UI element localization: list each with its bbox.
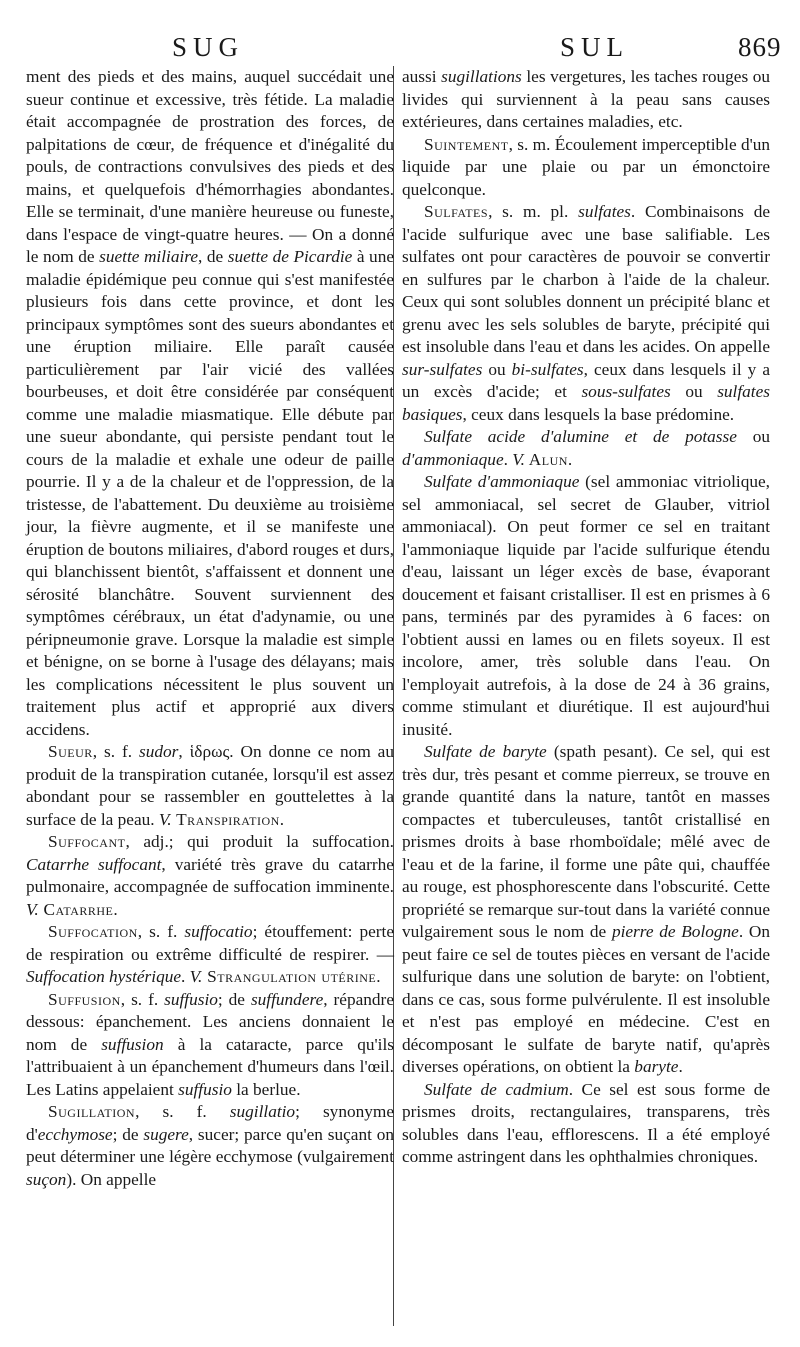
entry-suffocant: Suffocant, adj.; qui produit la suffocation. Catarrhe suffocant, variété très grave du catarrhe pulmonaire, accompagnée de suffocation imminente. V. Catarrhe. (26, 832, 394, 919)
running-title-right: SUL (560, 32, 630, 62)
headword-sueur: Sueur (48, 742, 93, 761)
sugillation-entry-continued: aussi sugillations les vergetures, les taches rouges ou livides qui surviennent à la peau sans causes extérieures, dans certaines maladies, etc. (402, 67, 770, 131)
headword-suffocation: Suffocation (48, 922, 138, 941)
entry-sugillation: Sugillation, s. f. sugillatio; synonyme d'ecchymose; de sugere, sucer; parce qu'en suçant on peut déterminer une légère ecchymose (vulgairement suçon). On appelle (26, 1102, 394, 1189)
entry-suintement: Suintement, s. m. Écoulement imperceptible d'un liquide par une plaie ou par un émonctoire quelconque. (402, 134, 770, 199)
running-title-left: SUG (172, 32, 245, 62)
entry-sulfates: Sulfates, s. m. pl. sulfates. Combinaisons de l'acide sulfurique avec une base salifiable. Les sulfates ont pour caractères de pouvoir se convertir en sulfures par le charbon à l'aide de la chaleur. Ceux qui sont solubles donnent un précipité blanc et grenu avec les sels solubles de baryte, précipité qui est insoluble dans l'eau et dans les acides. On appelle sur-sulfates ou bi-sulfates, ceux dans lesquels il y a un excès d'acide; et sous-sulfates ou sulfates basiques, ceux dans lesquels la base prédomine. (402, 202, 770, 424)
headword-suffocant: Suffocant (48, 832, 126, 851)
headword-sulfates: Sulfates (424, 202, 489, 221)
headword-suintement: Suintement (424, 134, 509, 154)
headword-sulfate-baryte: Sulfate de baryte (424, 742, 547, 761)
suette-entry-continued: ment des pieds et des mains, auquel succédait une sueur continue et excessive, très fétide. La maladie était accompagnée de prostration des forces, de palpitations de cœur, de fréquence et d'inégalité du pouls, de contractions convulsives des pieds et des mains, et quelquefois d'hémorrhagies abondantes. Elle se terminait, d'une manière heureuse ou funeste, dans l'espace de vingt-quatre heures. — On a donné le nom de suette miliaire, de suette de Picardie à une maladie épidémique peu connue qui s'est manifestée plusieurs fois dans cette province, et dont les principaux symptômes sont des sueurs abondantes et une éruption miliaire. Elle paraît causée particulièrement par l'air vicié des vallées bourbeuses, et doit être considérée par conséquent comme une maladie miasmatique. Elle débute par une sueur abondante, qui persiste pendant tout le cours de la maladie et exhale une odeur de paille pourrie. Il y a de la chaleur et de l'oppression, de la tristesse, de l'abattement. Du deuxième au troisième jour, la fièvre augmente, et il se manifeste une éruption de boutons miliaires, d'abord rouges et durs, qui blanchissent bientôt, s'affaissent et donnent une sérosité blanchâtre. Souvent surviennent des symptômes cérébraux, un état d'adynamie, ou une péripneumonie grave. Lorsque la maladie est simple et bénigne, on se borne à l'usage des délayans; mais les complications nécessitent le plus souvent un traitement plus actif et approprié aux divers accidens. (26, 67, 395, 739)
entry-sulfate-alun: Sulfate acide d'alumine et de potasse ou d'ammoniaque. V. Alun. (402, 427, 770, 469)
entry-suffocation: Suffocation, s. f. suffocatio; étouffement: perte de respiration ou extrême difficulté de respirer. — Suffocation hystérique. V. Strangulation utérine. (26, 922, 394, 986)
headword-sulfate-ammoniaque: Sulfate d'ammoniaque (424, 472, 580, 491)
left-column (26, 66, 394, 1191)
entry-sulfate-ammoniaque: Sulfate d'ammoniaque (sel ammoniac vitriolique, sel ammoniacal, sel secret de Glauber, vitriol ammoniacal). On peut former ce sel en traitant l'ammoniaque liquide par l'acide sulfurique étendu d'eau, laissant un léger excès de base, évaporant doucement et faisant cristalliser. Il est en prismes à 6 pans, terminés par des pyramides à 6 faces: on l'obtient aussi en lames ou en filets soyeux. Il est incolore, amer, très soluble dans l'eau. On l'employait autrefois, à la dose de 24 à 36 grains, comme stimulant et diurétique. Il est aujourd'hui inusité. (402, 472, 770, 739)
headword-suffusion: Suffusion (48, 989, 121, 1009)
entry-sulfate-baryte: Sulfate de baryte (spath pesant). Ce sel, qui est très dur, très pesant et comme pierreux, se trouve en grande quantité dans la nature, tantôt en masses compactes et tuberculeuses, tantôt cristallisé en prismes droits à base rhomboïdale; mêlé avec de l'eau et de la farine, il forme une pâte qui, chauffée au rouge, est phosphorescente dans l'obscurité. Cette propriété se remarque sur-tout dans la variété connue vulgairement sous le nom de pierre de Bologne. On peut faire ce sel de toutes pièces en versant de l'acide sulfurique dans une solution de baryte: on l'obtient, dans ce cas, sous forme pulvérulente. Il est insoluble et n'est pas employé en médecine. C'est en décomposant le sulfate de baryte natif, qu'après diverses opérations, on obtient la baryte. (402, 742, 770, 1076)
entry-sulfate-cadmium: Sulfate de cadmium. Ce sel est sous forme de prismes droits, rectangulaires, transparens, très solubles dans l'eau, efflorescens. Il a été employé comme astringent dans les ophthalmies chroniques. (402, 1079, 771, 1166)
headword-sugillation: Sugillation (48, 1102, 136, 1121)
page-number: 869 (738, 32, 782, 62)
entry-suffusion: Suffusion, s. f. suffusio; de suffundere, répandre dessous: épanchement. Les anciens donnaient le nom de suffusion à la cataracte, parce qu'ils l'attribuaient à un épanchement d'humeurs dans l'œil. Les Latins appelaient suffusio la berlue. (26, 989, 394, 1099)
headword-sulfate-cadmium: Sulfate de cadmium (424, 1079, 569, 1099)
entry-sueur: Sueur, s. f. sudor, ἱδρως. On donne ce nom au produit de la transpiration cutanée, lorsqu'il est assez abondant pour se rassembler en gouttelettes à la surface de la peau. V. Transpiration. (26, 742, 394, 829)
right-column (402, 66, 770, 1169)
headword-sulfate-acide: Sulfate acide d'alumine et de potasse (424, 427, 737, 446)
